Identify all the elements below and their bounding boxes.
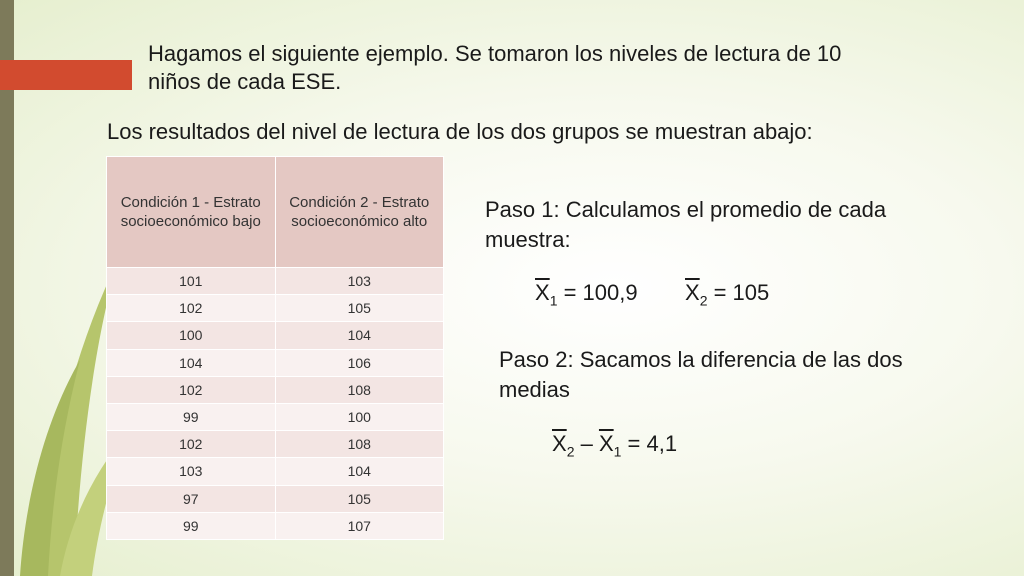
table-row [107,268,444,295]
table-cell: 102 [107,431,276,458]
table-cell: 99 [107,403,276,430]
diff-sub-a: 2 [566,443,575,460]
slide-title: Hagamos el siguiente ejemplo. Se tomaron los niveles de lectura de 10 niños de cada ESE. [148,41,842,94]
table-row [107,512,444,539]
table-cell: 99 [107,512,276,539]
table-row [107,376,444,403]
table-row [107,322,444,349]
diff-sub-b: 1 [613,443,622,460]
table-cell: 97 [107,485,276,512]
mean-1-sub: 1 [549,292,558,309]
table-cell: 108 [275,431,444,458]
mean-2-formula [685,280,769,313]
table-cell: 102 [107,295,276,322]
table-row [107,403,444,430]
table-cell: 101 [107,268,276,295]
table-cell: 107 [275,512,444,539]
table-cell: 105 [275,485,444,512]
table-row [107,295,444,322]
table-cell: 103 [275,268,444,295]
table-cell: 104 [275,458,444,485]
reading-levels-table [106,156,444,540]
table-cell: 100 [107,322,276,349]
difference-formula [552,431,677,464]
diff-var-a: $\overline{X}$ [552,431,567,456]
mean-2-var: $\overline{X}$ [685,280,700,305]
table-header-row [107,157,444,268]
table-row [107,431,444,458]
table-cell: 104 [275,322,444,349]
table-cell: 102 [107,376,276,403]
table-cell: 104 [107,349,276,376]
diff-value: = 4,1 [621,431,678,456]
table-cell: 105 [275,295,444,322]
diff-operator: – [574,431,599,456]
table-cell: 106 [275,349,444,376]
diff-var-b: $\overline{X}$ [598,431,614,456]
mean-2-sub: 2 [699,292,708,309]
slide-subtitle: Los resultados del nivel de lectura de los dos grupos se muestran abajo: [107,119,813,144]
mean-2-value: = 105 [707,280,770,305]
header-condition-1: Condición 1 - Estrato socioeconómico bajo [107,157,276,268]
step-2-text: Paso 2: Sacamos la diferencia de las dos medias [499,347,903,402]
header-condition-2: Condición 2 - Estrato socioeconómico alto [275,157,444,268]
mean-1-formula [535,280,638,313]
accent-bar [0,60,132,90]
table-row [107,458,444,485]
table-cell: 103 [107,458,276,485]
table-cell: 100 [275,403,444,430]
table-cell: 108 [275,376,444,403]
table-row [107,349,444,376]
table-row [107,485,444,512]
step-1-text: Paso 1: Calculamos el promedio de cada muestra: [485,197,887,252]
mean-1-value: = 100,9 [557,280,638,305]
mean-1-var: $\overline{X}$ [535,280,550,305]
